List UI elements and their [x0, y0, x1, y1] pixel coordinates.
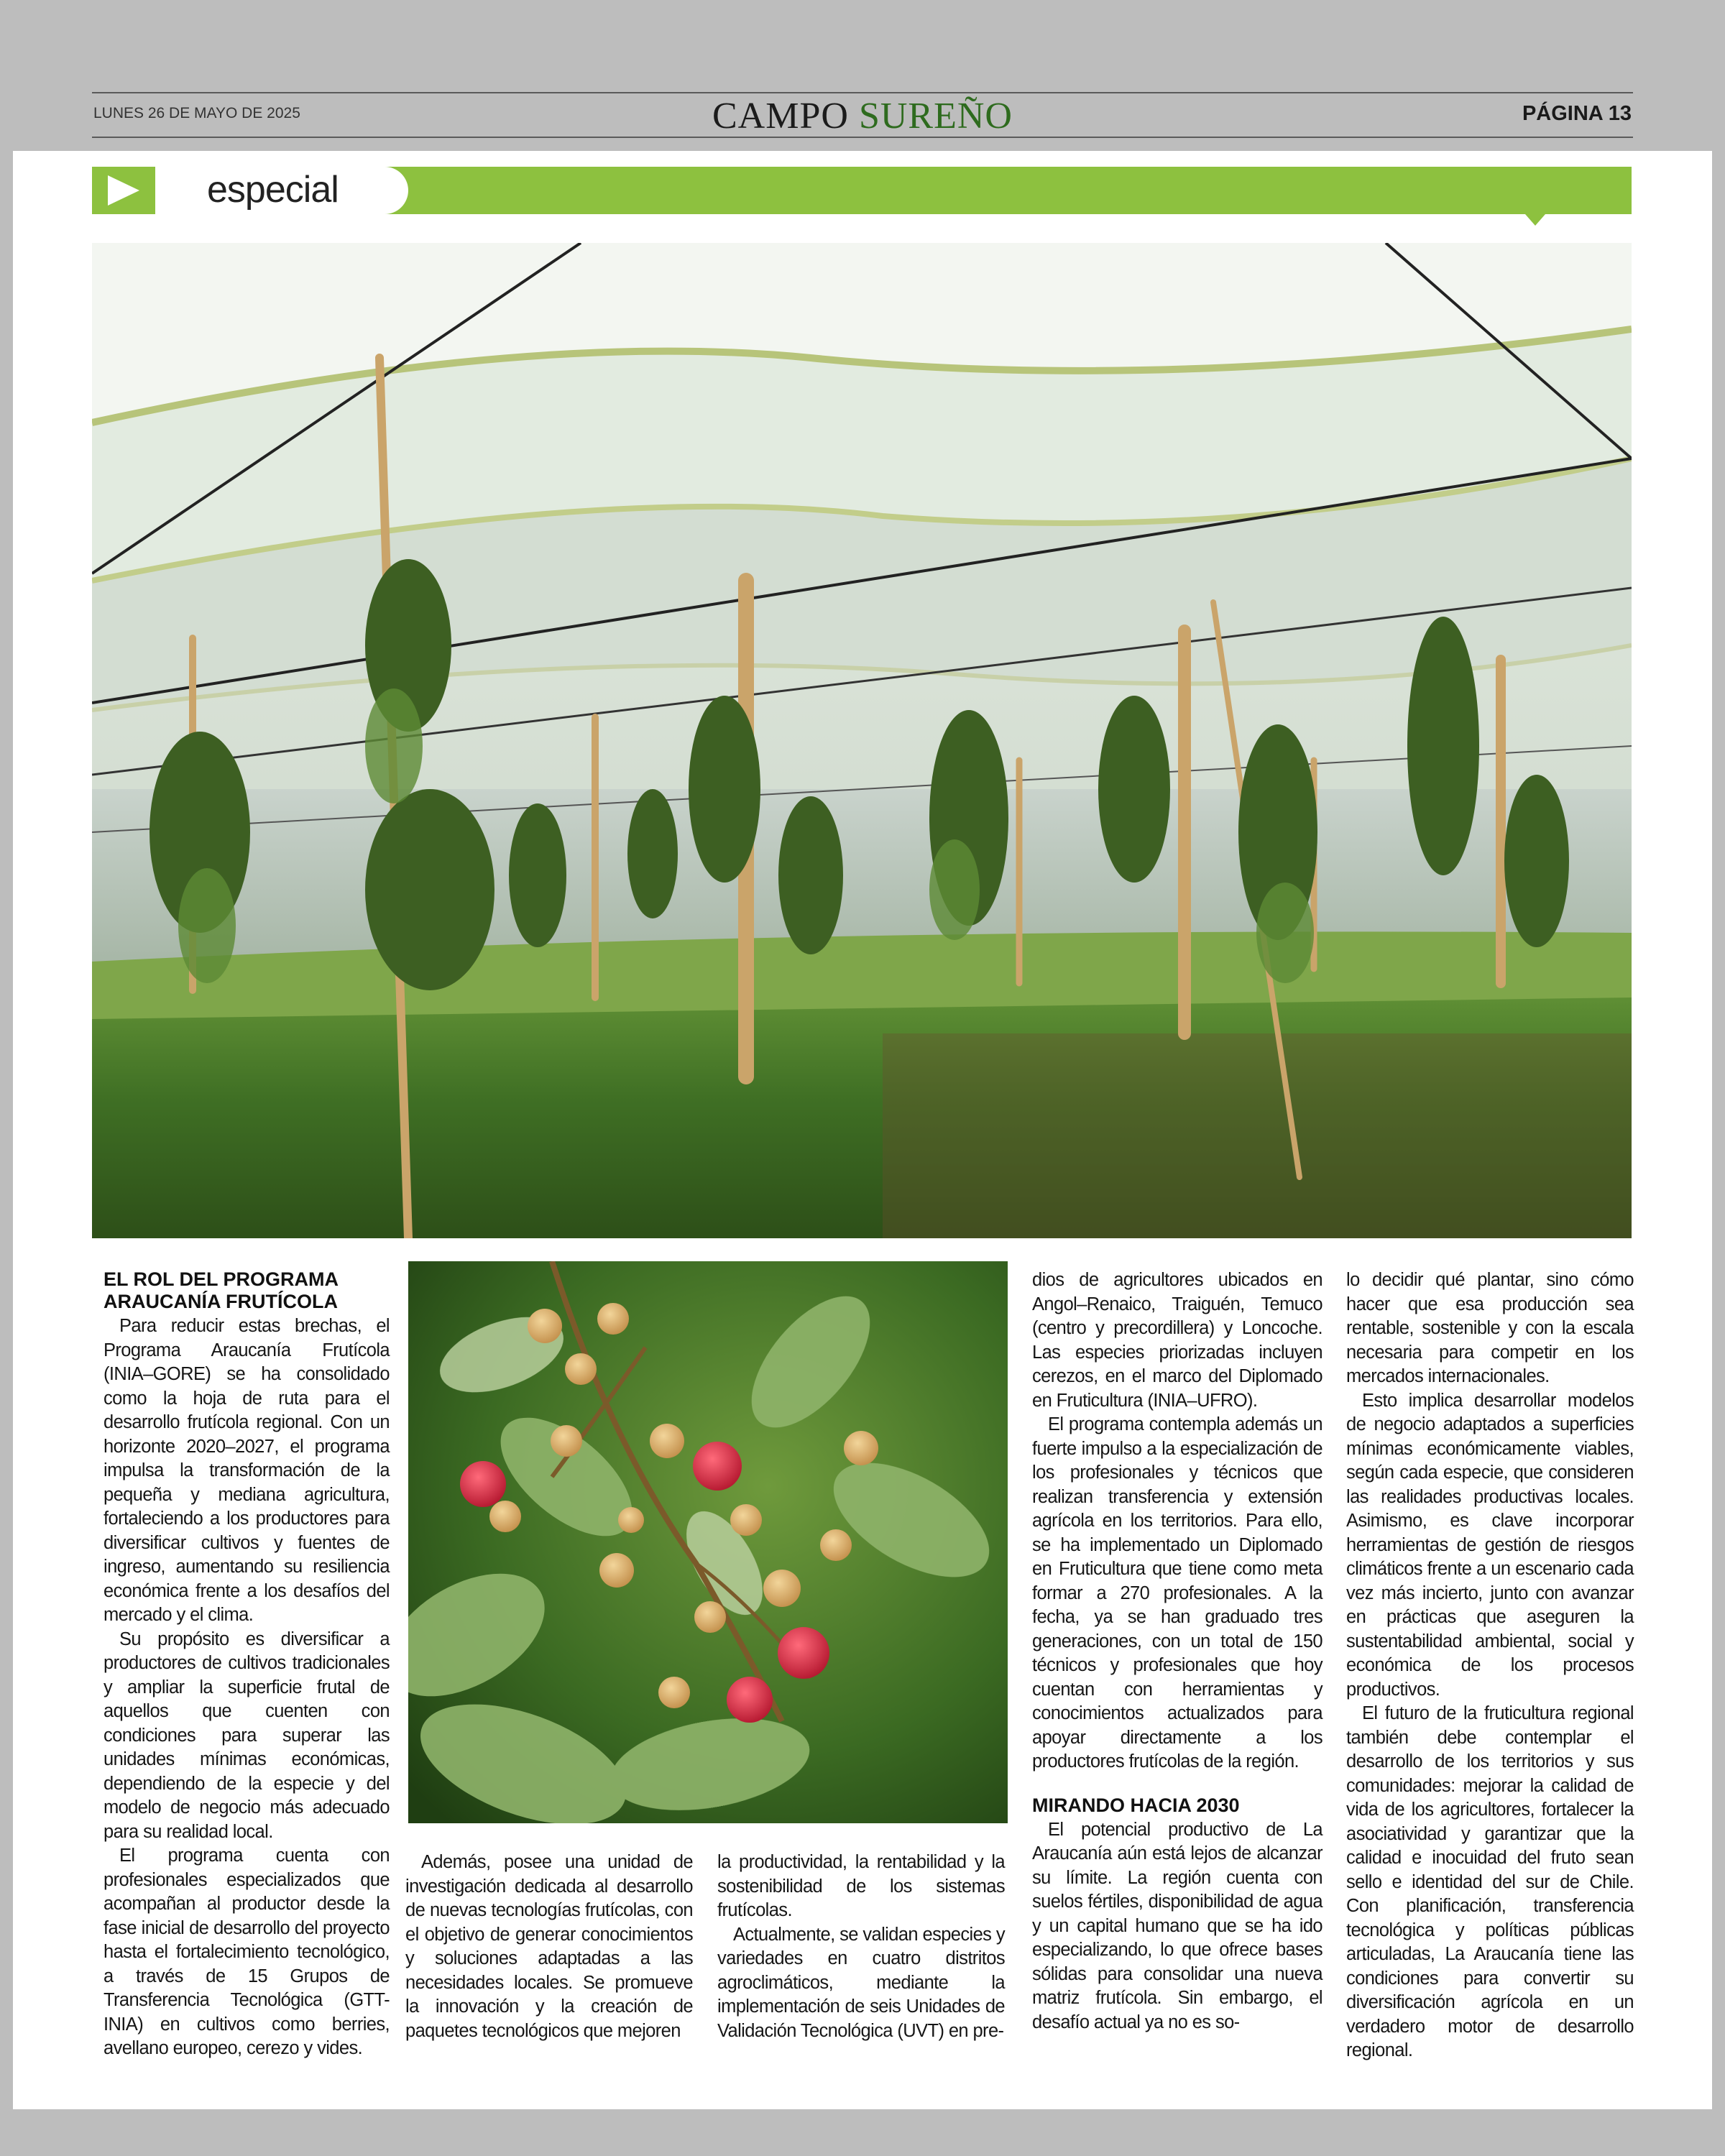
heading-rol-programa: EL ROL DEL PROGRAMA ARAUCANÍA FRUTÍCOLA	[104, 1268, 339, 1312]
orchard-illustration	[92, 243, 1632, 1238]
paragraph: la productividad, la rentabilidad y la sostenibilidad de los sistemas frutícolas.	[717, 1852, 1005, 1920]
section-banner	[92, 167, 1632, 214]
section-label: especial	[207, 169, 339, 211]
play-icon	[92, 167, 155, 214]
orchard-photo	[92, 243, 1632, 1238]
paragraph: Además, posee una unidad de investigación dedicada al desarrollo de nuevas tecnologías frutícolas, con el objetivo de generar conocimientos y soluciones adaptadas a las necesidades locales. Se promueve la innovación y la creación de paquetes tecnológicos que mejoren	[405, 1852, 693, 2041]
article-column-1	[104, 1268, 390, 2061]
masthead-sureno: SUREÑO	[858, 96, 1013, 137]
paragraph: dios de agricultores ubicados en Angol–Renaico, Traiguén, Temuco (centro y precordillera) y Loncoche. Las especies priorizadas incluyen cerezos, en el marco del Diplomado en Fruticultura (INIA–UFRO).	[1032, 1270, 1322, 1411]
article-column-3	[717, 1851, 1005, 2043]
paragraph: Para reducir estas brechas, el Programa Araucanía Frutícola (INIA–GORE) se ha consolidado como la hoja de ruta para el desarrollo frutícola regional. Con un horizonte 2020–2027, el programa impulsa la transformación de la pequeña y mediana agricultura, fortaleciendo a los productores para diversificar cultivos y fuentes de ingreso, aumentando su resiliencia económica frente a los desafíos del mercado y el clima.	[104, 1316, 390, 1625]
paragraph: El programa cuenta con profesionales especializados que acompañan al productor desde la fase inicial de desarrollo del proyecto hasta el fortalecimiento tecnológico, a través de 15 Grupos de Transferencia Tecnológica (GTT-INIA) en cultivos como berries, avellano europeo, cerezo y vides.	[104, 1846, 390, 2058]
heading-mirando-2030: MIRANDO HACIA 2030	[1032, 1794, 1240, 1816]
paragraph: Su propósito es diversificar a productores de cultivos tradicionales y ampliar la superficie frutal de aquellos que cuenten con condiciones para superar las unidades mínimas económicas, dependiendo de la especie y del modelo de negocio más adecuado para su realidad local.	[104, 1628, 390, 1842]
paragraph: lo decidir qué plantar, sino cómo hacer que esa producción sea rentable, sostenible y con la escala necesaria para competir en los mercados internacionales.	[1346, 1270, 1634, 1386]
article-column-4	[1032, 1268, 1322, 2035]
header-rule-top	[92, 92, 1633, 93]
banner-bar	[380, 167, 1632, 214]
masthead-campo: CAMPO	[712, 96, 849, 137]
paragraph: El programa contempla además un fuerte impulso a la especialización de los profesionales y técnicos que realizan transferencia y extensión agrícola en los territorios. Para ello, se ha implementado un Diplomado en Fruticultura que tiene como meta formar a 270 profesionales. A la fecha, ya se han graduado tres generaciones, con un total de 150 técnicos y profesionales que hoy cuentan con herramientas y conocimientos actualizados para apoyar directamente a los productores frutícolas de la región.	[1032, 1414, 1322, 1772]
issue-date: LUNES 26 DE MAYO DE 2025	[93, 105, 300, 121]
page-number: PÁGINA 13	[1522, 102, 1632, 125]
paragraph: El potencial productivo de La Araucanía aún está lejos de alcanzar su límite. La región cuenta con suelos fértiles, disponibilidad de agua y un capital humano que se ha ido especializando, lo que ofrece bases sólidas para consolidar una nueva matriz frutícola. Sin embargo, el desafío actual ya no es so-	[1032, 1819, 1322, 2032]
article-column-2	[405, 1851, 693, 2043]
paragraph: Esto implica desarrollar modelos de negocio adaptados a superficies mínimas económicamente viables, según cada especie, que consideren las realidades productivas locales. Asimismo, es clave incorporar herramientas de gestión de riesgos climáticos frente a un escenario cada vez más incierto, junto con avanzar en prácticas que aseguren la sustentabilidad ambiental, social y económica de los procesos productivos.	[1346, 1390, 1634, 1700]
raspberry-photo	[408, 1261, 1008, 1823]
paragraph: El futuro de la fruticultura regional también debe contemplar el desarrollo de los territorios y sus comunidades: mejorar la calidad de vida de los agricultores, fortalecer la asociatividad y garantizar que la calidad e inocuidad del fruto sean sello e identidad del sur de Chile. Con planificación, transferencia tecnológica y políticas públicas articuladas, La Araucanía tiene las condiciones para convertir su diversificación agrícola en un verdadero motor de desarrollo regional.	[1346, 1703, 1634, 2060]
page-header	[0, 0, 1725, 151]
article-column-5	[1346, 1268, 1634, 2063]
header-rule-bottom	[92, 137, 1633, 138]
raspberry-illustration	[408, 1261, 1008, 1823]
newspaper-page	[13, 151, 1712, 2109]
masthead	[0, 95, 1725, 137]
paragraph: Actualmente, se validan especies y variedades en cuatro distritos agroclimáticos, mediante la implementación de seis Unidades de Validación Tecnológica (UVT) en pre-	[717, 1924, 1005, 2041]
